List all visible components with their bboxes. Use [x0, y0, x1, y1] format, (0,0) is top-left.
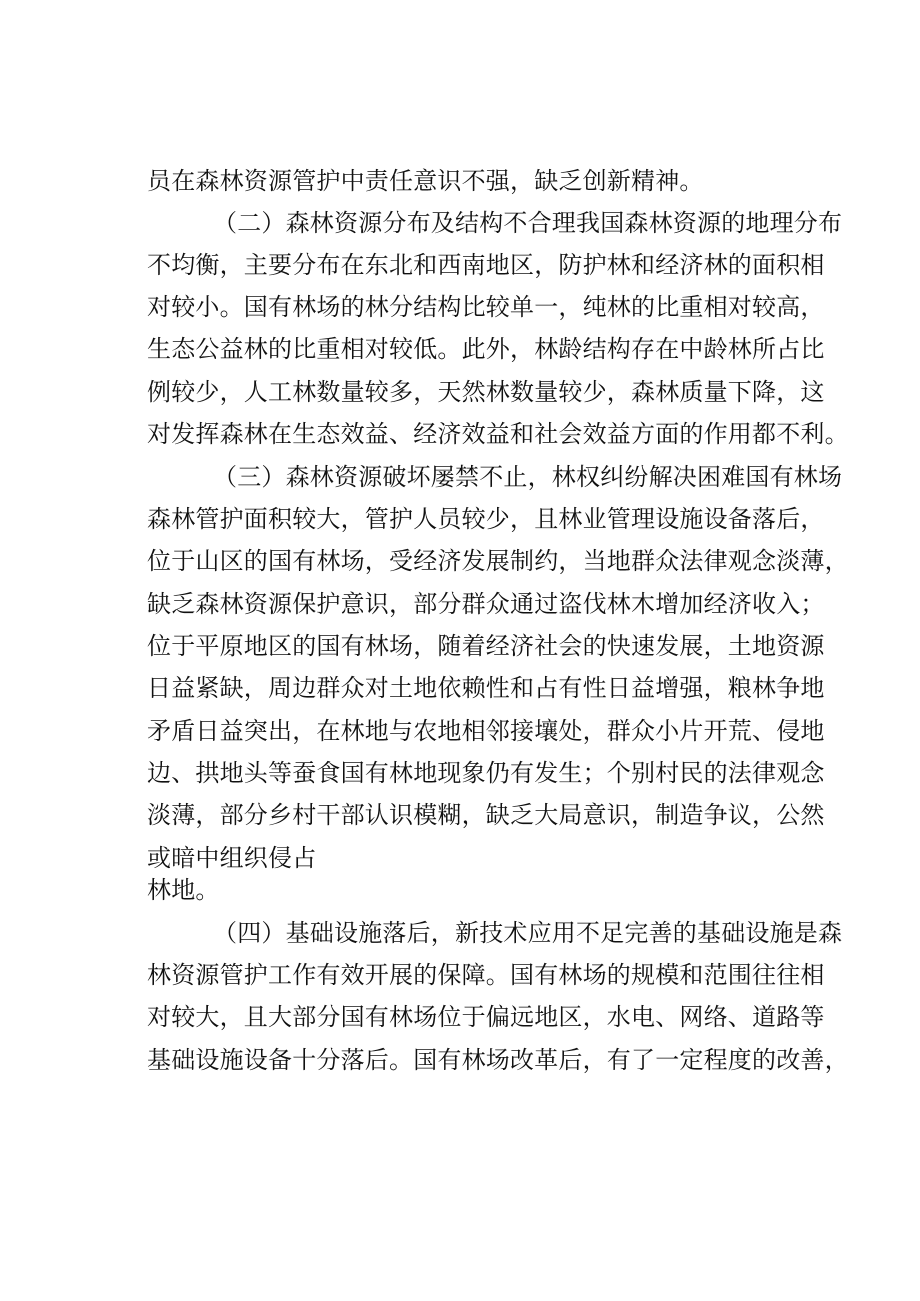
text-line: 例较少，人工林数量较多，天然林数量较少，森林质量下降，这 — [147, 378, 825, 406]
text-line: 日益紧缺，周边群众对土地依赖性和占有性日益增强，粮林争地 — [147, 674, 825, 702]
text-line: 对发挥森林在生态效益、经济效益和社会效益方面的作用都不利。 — [147, 420, 849, 448]
text-line: 位于平原地区的国有林场，随着经济社会的快速发展，土地资源 — [147, 632, 825, 660]
text-line: 生态公益林的比重相对较低。此外，林龄结构存在中龄林所占比 — [147, 335, 825, 363]
section-heading-line: （二）森林资源分布及结构不合理我国森林资源的地理分布 — [213, 209, 843, 237]
section-heading-line: （三）森林资源破坏屡禁不止，林权纠纷解决困难国有林场 — [213, 463, 843, 491]
text-line: 林地。 — [147, 876, 220, 904]
text-line: 矛盾日益突出，在林地与农地相邻接壤处，群众小片开荒、侵地 — [147, 717, 825, 745]
text-line: 林资源管护工作有效开展的保障。国有林场的规模和范围往往相 — [147, 961, 825, 989]
text-line: 森林管护面积较大，管护人员较少，且林业管理设施设备落后， — [147, 505, 825, 533]
text-line: 对较大，且大部分国有林场位于偏远地区，水电、网络、道路等 — [147, 1003, 825, 1031]
section-heading-line: （四）基础设施落后，新技术应用不足完善的基础设施是森 — [213, 919, 843, 947]
text-line: 位于山区的国有林场，受经济发展制约，当地群众法律观念淡薄， — [147, 547, 849, 575]
text-line: 对较小。国有林场的林分结构比较单一，纯林的比重相对较高， — [147, 293, 825, 321]
text-line: 员在森林资源管护中责任意识不强，缺乏创新精神。 — [147, 167, 704, 195]
text-line: 边、拱地头等蚕食国有林地现象仍有发生；个别村民的法律观念 — [147, 759, 825, 787]
text-line: 或暗中组织侵占 — [147, 844, 317, 872]
text-line: 淡薄，部分乡村干部认识模糊，缺乏大局意识，制造争议，公然 — [147, 801, 825, 829]
text-line: 不均衡，主要分布在东北和西南地区，防护林和经济林的面积相 — [147, 251, 825, 279]
text-line: 基础设施设备十分落后。国有林场改革后，有了一定程度的改善， — [147, 1046, 849, 1074]
text-line: 缺乏森林资源保护意识，部分群众通过盗伐林木增加经济收入； — [147, 590, 825, 618]
